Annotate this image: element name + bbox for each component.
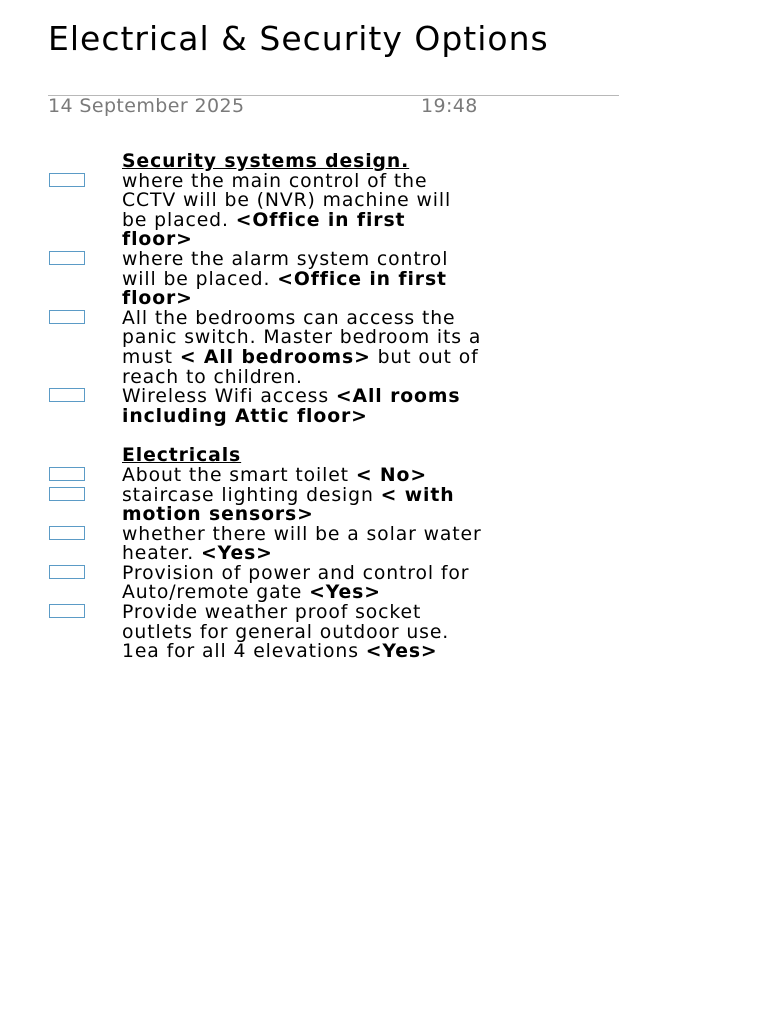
item-answer: <Yes>: [201, 543, 273, 565]
checkbox[interactable]: [49, 388, 85, 402]
checkbox[interactable]: [49, 565, 85, 579]
item-text: whether there will be a solar water heater.: [122, 523, 482, 565]
item-text: where the main control of the CCTV will be (NVR) machine will be placed.: [122, 170, 452, 231]
item-answer: < No>: [355, 464, 427, 486]
section-heading: Security systems design.: [122, 151, 410, 172]
checklist-item: [122, 309, 482, 387]
checklist-item: [122, 387, 482, 426]
item-text: Provision of power and control for Auto/remote gate: [122, 562, 470, 604]
checkbox[interactable]: [49, 310, 85, 324]
checklist-item: [122, 466, 482, 486]
note-body: [122, 152, 482, 662]
item-text: All the bedrooms can access the panic switch. Master bedroom its a must: [122, 307, 482, 368]
item-text: Wireless Wifi access: [122, 386, 336, 408]
item-answer: <All rooms including Attic floor>: [122, 386, 461, 427]
checkbox[interactable]: [49, 251, 85, 265]
item-text: staircase lighting design: [122, 484, 381, 506]
item-answer: < with motion sensors>: [122, 484, 455, 526]
page-title: Electrical & Security Options: [48, 19, 549, 58]
checkbox[interactable]: [49, 604, 85, 618]
checklist-item: [122, 486, 482, 525]
item-answer: <Yes>: [365, 641, 438, 663]
item-suffix: but out of reach to children.: [122, 346, 479, 388]
item-answer: <Office in first floor>: [122, 209, 406, 251]
item-answer: <Office in first floor>: [122, 268, 447, 310]
section-security: [122, 152, 482, 426]
checklist-item: [122, 172, 482, 250]
checkbox[interactable]: [49, 526, 85, 540]
note-time: 19:48: [421, 95, 478, 117]
checkbox[interactable]: [49, 173, 85, 187]
section-heading: Electricals: [122, 445, 242, 467]
item-answer: <Yes>: [309, 582, 381, 604]
item-answer: < All bedrooms>: [179, 346, 371, 368]
item-text: where the alarm system control will be placed.: [122, 248, 449, 290]
checklist-item: [122, 250, 482, 309]
checkbox[interactable]: [49, 467, 85, 481]
section-electricals: [122, 446, 482, 662]
item-text: Provide weather proof socket outlets for general outdoor use. 1ea for all 4 elevations: [122, 602, 450, 663]
checklist-item: [122, 525, 482, 564]
checklist-item: [122, 603, 482, 662]
checklist-item: [122, 564, 482, 603]
note-date: 14 September 2025: [48, 95, 245, 117]
item-text: About the smart toilet: [122, 464, 356, 486]
checkbox[interactable]: [49, 487, 85, 501]
